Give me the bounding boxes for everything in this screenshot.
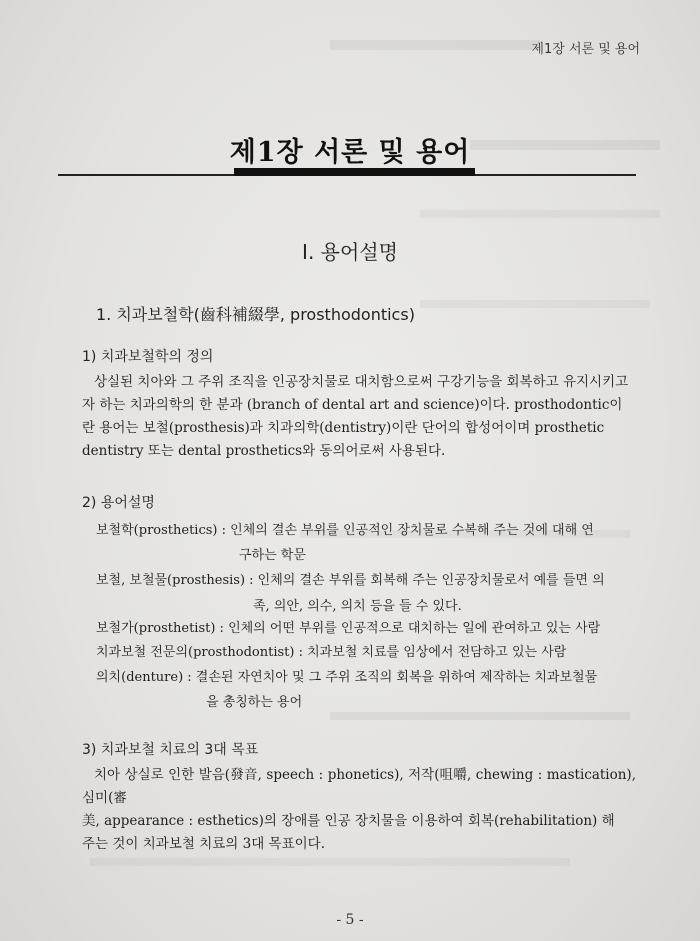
- running-header: 제1장 서론 및 용어: [531, 42, 640, 57]
- subsection-heading: 1. 치과보철학(齒科補綴學, prosthodontics): [96, 305, 415, 324]
- paragraph-line: 란 용어는 보철(prosthesis)과 치과의학(dentistry)이란 단어의 합성어이며 prosthetic: [82, 420, 605, 436]
- term-definition-continued: 구하는 학문: [239, 548, 306, 563]
- paragraph-line: 상실된 치아와 그 주위 조직을 인공장치물로 대치함으로써 구강기능을 회복하고 유지시키고: [94, 374, 629, 390]
- bleed-through: [420, 300, 650, 308]
- paragraph-line: 주는 것이 치과보철 치료의 3대 목표이다.: [82, 836, 325, 852]
- goals-paragraph: [82, 764, 636, 856]
- term-definition: 보철가(prosthetist) : 인체의 어떤 부위를 인공적으로 대치하는 일에 관여하고 있는 사람: [96, 621, 601, 636]
- paragraph-line: 美, appearance : esthetics)의 장애를 인공 장치물을 이용하여 회복(rehabilitation) 해: [82, 813, 615, 829]
- term-definition: 보철, 보철물(prosthesis) : 인체의 결손 부위를 회복해 주는 인공장치물로서 예를 들면 의: [96, 573, 605, 588]
- bleed-through: [420, 210, 660, 218]
- term-definition-continued: 을 총칭하는 용어: [206, 695, 303, 710]
- definition-heading: 1) 치과보철학의 정의: [82, 349, 214, 365]
- paragraph-line: dentistry 또는 dental prosthetics와 동의어로써 사용된다.: [82, 443, 446, 459]
- paragraph-line: 자 하는 치과의학의 한 분과 (branch of dental art and science)이다. prosthodontic이: [82, 397, 623, 413]
- term-definition: 의치(denture) : 결손된 자연치아 및 그 주위 조직의 회복을 위하여 제작하는 치과보철물: [96, 670, 598, 685]
- chapter-title: 제1장 서론 및 용어: [229, 137, 471, 168]
- page-number: - 5 -: [336, 912, 364, 928]
- definition-paragraph: [82, 371, 636, 463]
- terms-heading: 2) 용어설명: [82, 495, 155, 511]
- title-rule-accent: [234, 168, 475, 176]
- section-heading: Ⅰ. 용어설명: [302, 240, 398, 264]
- bleed-through: [330, 712, 630, 720]
- bleed-through: [330, 40, 540, 50]
- goals-heading: 3) 치과보철 치료의 3대 목표: [82, 742, 259, 758]
- paragraph-line: 치아 상실로 인한 발음(發音, speech : phonetics), 저작(咀嚼, chewing : mastication), 심미(審: [82, 767, 636, 806]
- term-definition: 보철학(prosthetics) : 인체의 결손 부위를 인공적인 장치물로 수복해 주는 것에 대해 연: [96, 523, 594, 538]
- term-definition: 치과보철 전문의(prosthodontist) : 치과보철 치료를 임상에서 전담하고 있는 사람: [96, 645, 567, 660]
- term-definition-continued: 족, 의안, 의수, 의치 등을 들 수 있다.: [253, 599, 462, 614]
- bleed-through: [90, 858, 570, 866]
